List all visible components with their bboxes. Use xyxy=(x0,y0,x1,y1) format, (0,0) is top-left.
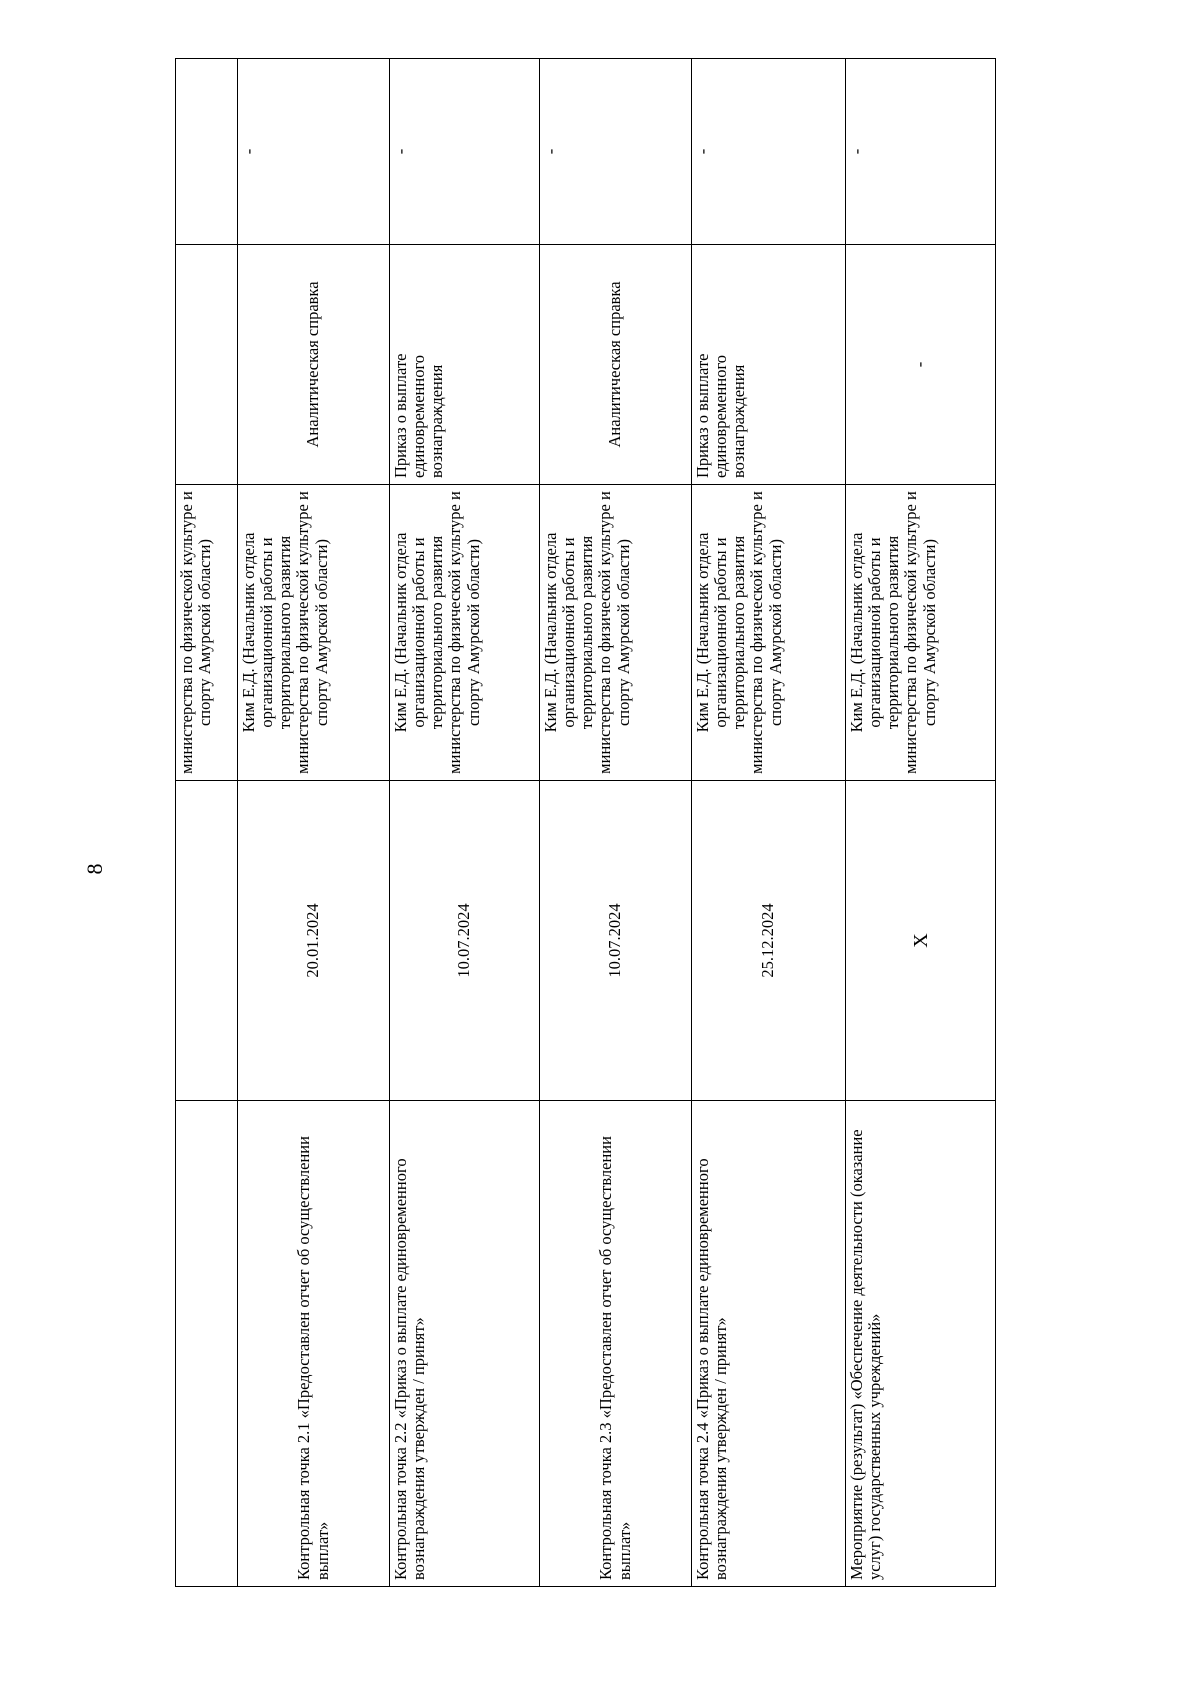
table-row xyxy=(390,59,540,1587)
row-date-cell: 10.07.2024 xyxy=(540,781,692,1101)
responsible-text: министерства по физической культуре и спорту Амурской области) xyxy=(177,491,215,774)
row-info-cell: - xyxy=(390,59,540,245)
row-document-cell: Приказ о выплате единовременного вознаграждения xyxy=(692,245,846,485)
table-row xyxy=(692,59,846,1587)
control-points-table xyxy=(175,58,996,1587)
page-number: 8 xyxy=(82,863,107,875)
info-cell-empty xyxy=(176,59,238,245)
row-name-cell: Контрольная точка 2.2 «Приказ о выплате единовременного вознаграждения утвержден / принят» xyxy=(390,1101,540,1587)
row-responsible-cell: Ким Е.Д. (Начальник отдела организационной работы и территориального развития министерства по физической культуре и спорту Амурской области) xyxy=(692,485,846,781)
table-row-continuation xyxy=(176,59,238,1587)
row-document-cell: - xyxy=(846,245,996,485)
row-date-cell: 25.12.2024 xyxy=(692,781,846,1101)
row-info-cell: - xyxy=(692,59,846,245)
row-info-cell: - xyxy=(846,59,996,245)
row-date-cell: 20.01.2024 xyxy=(238,781,390,1101)
row-name-cell: Контрольная точка 2.4 «Приказ о выплате единовременного вознаграждения утвержден / принят» xyxy=(692,1101,846,1587)
document-cell-empty xyxy=(176,245,238,485)
row-date-cell: 10.07.2024 xyxy=(390,781,540,1101)
row-document-cell: Аналитическая справка xyxy=(238,245,390,485)
table-row xyxy=(540,59,692,1587)
row-responsible-cell: Ким Е.Д. (Начальник отдела организационной работы и территориального развития министерства по физической культуре и спорту Амурской области) xyxy=(238,485,390,781)
row-responsible-cell: Ким Е.Д. (Начальник отдела организационной работы и территориального развития министерства по физической культуре и спорту Амурской области) xyxy=(540,485,692,781)
date-cell-empty xyxy=(176,781,238,1101)
row-document-cell: Приказ о выплате единовременного вознаграждения xyxy=(390,245,540,485)
row-info-cell: - xyxy=(540,59,692,245)
table-row xyxy=(238,59,390,1587)
row-responsible-cell: Ким Е.Д. (Начальник отдела организационной работы и территориального развития министерства по физической культуре и спорту Амурской области) xyxy=(846,485,996,781)
row-name-cell: Контрольная точка 2.3 «Предоставлен отчет об осуществлении выплат» xyxy=(540,1101,692,1587)
name-cell-empty xyxy=(176,1101,238,1587)
table-row xyxy=(846,59,996,1587)
rotated-page-content xyxy=(175,59,996,1587)
responsible-cell-continuation xyxy=(176,485,238,781)
row-name-cell: Мероприятие (результат) «Обеспечение деятельности (оказание услуг) государственных учреждений» xyxy=(846,1101,996,1587)
row-info-cell: - xyxy=(238,59,390,245)
row-name-cell: Контрольная точка 2.1 «Предоставлен отчет об осуществлении выплат» xyxy=(238,1101,390,1587)
row-document-cell: Аналитическая справка xyxy=(540,245,692,485)
row-responsible-cell: Ким Е.Д. (Начальник отдела организационной работы и территориального развития министерства по физической культуре и спорту Амурской области) xyxy=(390,485,540,781)
row-date-cell: X xyxy=(846,781,996,1101)
